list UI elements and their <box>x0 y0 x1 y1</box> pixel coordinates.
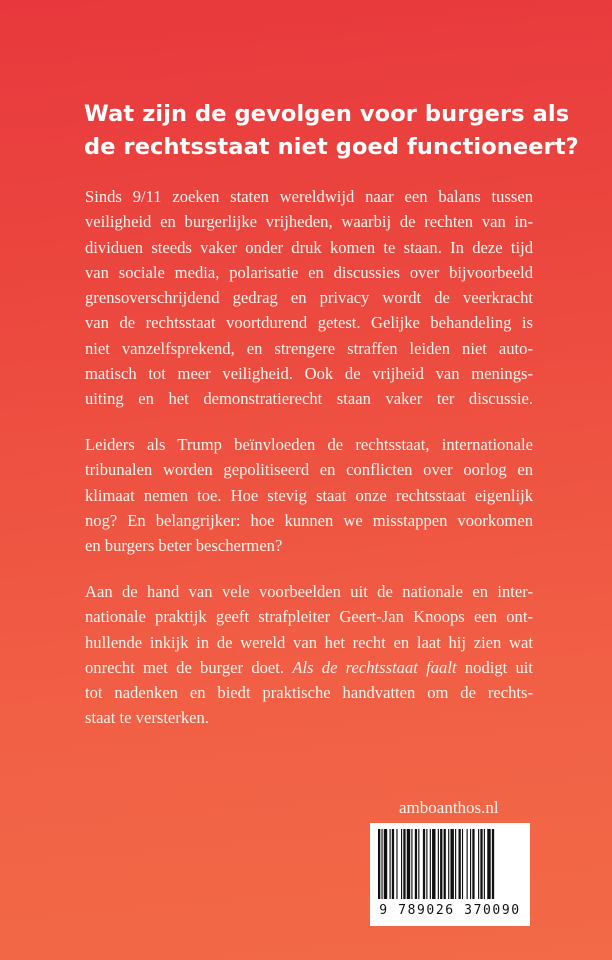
publisher-url: amboanthos.nl <box>399 798 499 817</box>
headline-line-2: de rechtsstaat niet goed functioneert? <box>84 134 579 160</box>
isbn-barcode <box>370 823 530 926</box>
book-title: Als de rechtsstaat faalt <box>292 657 457 677</box>
text-line: nationale praktijk geeft strafpleiter Geert-Jan Knoops een ont- <box>85 607 533 627</box>
barcode-bar <box>407 829 410 899</box>
barcode-bar <box>459 829 461 899</box>
barcode-bar <box>390 829 391 899</box>
barcode-bar <box>484 829 485 899</box>
barcode-bar <box>440 829 442 899</box>
barcode-bar <box>450 829 453 899</box>
headline-line-1: Wat zijn de gevolgen voor burgers als <box>84 101 570 127</box>
barcode-bar <box>426 829 427 899</box>
barcode-bar <box>401 829 402 899</box>
text-line: klimaat nemen toe. Hoe stevig staat onze rechtsstaat eigenlijk <box>85 485 533 505</box>
text-line: Sinds 9/11 zoeken staten wereldwijd naar een balans tussen <box>85 187 533 206</box>
barcode-bar <box>462 829 463 899</box>
text-line: Leiders als Trump beïnvloeden de rechtsstaat, internationale <box>85 435 533 454</box>
text-segment: onrecht met de burger doet. <box>85 657 285 677</box>
text-line: matisch tot meer veiligheid. Ook de vrijheid van menings- <box>85 364 533 384</box>
blurb-paragraph-1 <box>85 184 533 412</box>
barcode-bar <box>418 829 419 899</box>
text-line: veiligheid en burgerlijke vrijheden, waarbij de rechten van in- <box>85 212 533 232</box>
isbn-number: 9 789026 370090 <box>379 903 521 918</box>
barcode-bar <box>492 829 494 899</box>
barcode-bar <box>470 829 471 899</box>
text-line <box>85 655 533 680</box>
barcode-bar <box>415 829 417 899</box>
barcode-bar <box>430 829 431 899</box>
barcode-bar <box>396 829 397 899</box>
barcode-bar <box>392 829 394 899</box>
barcode-bar <box>438 829 439 899</box>
text-line: dividuen steeds vaker onder druk komen te staan. In deze tijd <box>85 237 533 257</box>
cover-headline <box>84 98 584 164</box>
barcode-bar <box>432 829 435 899</box>
barcode-bar <box>487 829 490 899</box>
text-line: tot nadenken en biedt praktische handvatten om de rechts- <box>85 683 533 703</box>
text-line: uiting en het demonstratierecht staan vaker ter discussie. <box>85 389 533 409</box>
barcode-bar <box>423 829 425 899</box>
barcode-image <box>370 823 530 903</box>
text-line: staat te versterken. <box>85 708 209 728</box>
text-line: tribunalen worden gepolitiseerd en conflicten over oorlog en <box>85 460 533 480</box>
text-line: nog? En belangrijker: hoe kunnen we misstappen voorkomen <box>85 510 533 530</box>
text-line: grensoverschrijdend gedrag en privacy wordt de veerkracht <box>85 288 533 308</box>
blurb-paragraph-2 <box>85 432 533 558</box>
text-segment: nodigt uit <box>464 657 534 677</box>
text-line: van de rechtsstaat voortdurend getest. Gelijke behandeling is <box>85 313 533 333</box>
barcode-bar <box>403 829 405 899</box>
text-line: van sociale media, polarisatie en discussies over bijvoorbeeld <box>85 262 533 282</box>
barcode-bar <box>381 829 382 899</box>
barcode-bar <box>384 829 387 899</box>
barcode-bar <box>478 829 479 899</box>
barcode-bar <box>378 829 380 899</box>
barcode-bar <box>480 829 482 899</box>
text-line: en burgers beter beschermen? <box>85 536 283 556</box>
barcode-bar <box>472 829 474 899</box>
blurb-paragraph-3 <box>85 579 533 731</box>
text-line: hullende inkijk in de wereld van het recht en laat hij zien wat <box>85 632 533 652</box>
barcode-bar <box>455 829 456 899</box>
barcode-bar <box>411 829 412 899</box>
barcode-bar <box>444 829 446 899</box>
text-line: Aan de hand van vele voorbeelden uit de nationale en inter- <box>85 582 533 601</box>
text-line: niet vanzelfsprekend, en strengere straffen leiden niet auto- <box>85 338 533 358</box>
barcode-bar <box>467 829 468 899</box>
barcode-bar <box>448 829 449 899</box>
